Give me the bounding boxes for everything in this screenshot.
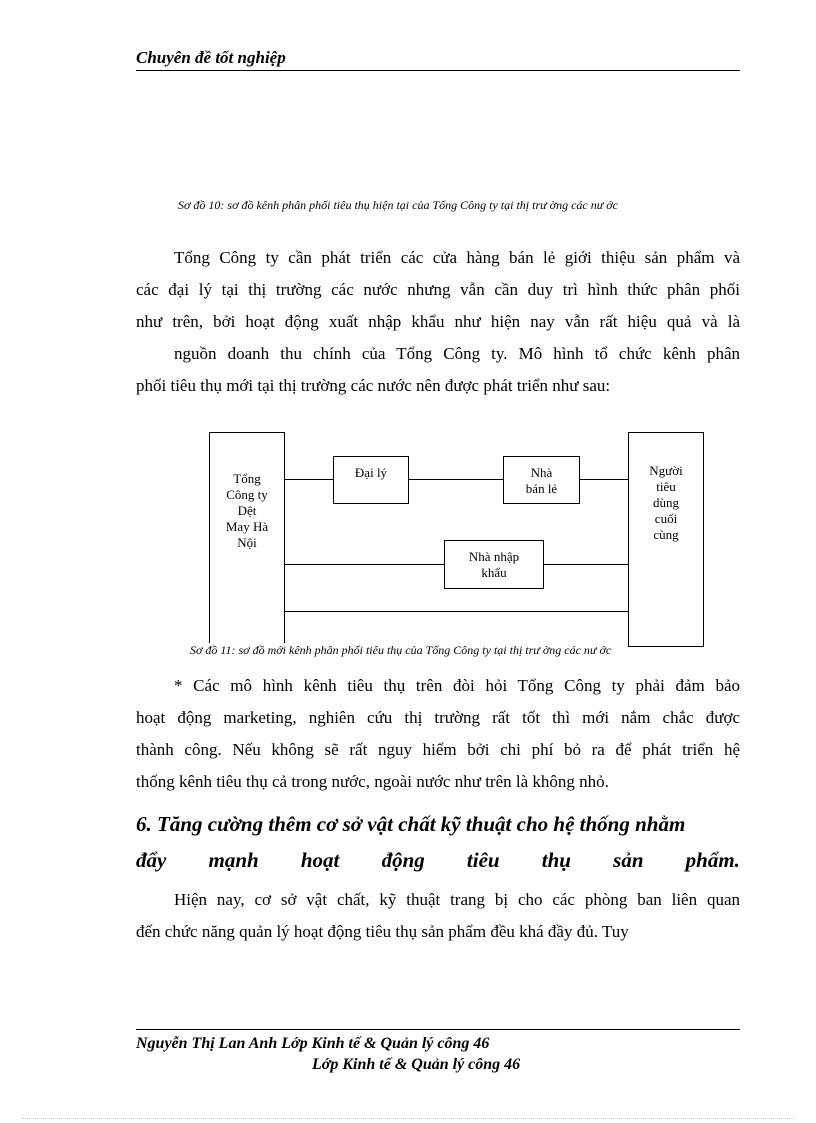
- node-retailer: [503, 456, 580, 504]
- diagram-11-caption: Sơ đồ 11: sơ đồ mới kênh phân phối tiêu thụ của Tổng Công ty tại thị trư ờng các nư ớc: [190, 643, 612, 657]
- node-text: khẩu: [481, 565, 507, 580]
- heading-word: mạnh: [208, 848, 259, 872]
- paragraph-line: Tổng Công ty cần phát triển các cửa hàng bán lẻ giới thiệu sản phẩm và: [174, 248, 740, 267]
- footer-author: Nguyễn Thị Lan Anh Lớp Kinh tế & Quản lý công 46: [136, 1035, 490, 1052]
- footer-class: Lớp Kinh tế & Quản lý công 46: [312, 1056, 521, 1073]
- node-importer: [444, 540, 544, 589]
- paragraph-line: nguồn doanh thu chính của Tổng Công ty. Mô hình tổ chức kênh phân: [174, 344, 740, 363]
- node-text: tiêu: [656, 479, 676, 494]
- footer-rule: [136, 1029, 740, 1030]
- section-heading-line: [136, 842, 740, 878]
- paragraph-line: * Các mô hình kênh tiêu thụ trên đòi hỏi Tổng Công ty phải đảm bảo: [174, 676, 740, 695]
- node-text: May Hà: [225, 519, 269, 534]
- paragraph-1: [136, 242, 740, 402]
- header-title: Chuyên đề tốt nghiệp: [136, 48, 286, 67]
- node-text: dùng: [653, 495, 679, 510]
- page-edge: [22, 1118, 794, 1119]
- paragraph-line: đến chức năng quản lý hoạt động tiêu thụ sản phẩm đều khá đầy đủ. Tuy: [136, 922, 629, 941]
- section-heading-line: 6. Tăng cường thêm cơ sở vật chất kỹ thuật cho hệ thống nhằm: [136, 812, 686, 836]
- node-agent: [333, 456, 409, 504]
- connector-source-agent: [284, 479, 334, 480]
- node-text: Người: [649, 463, 683, 478]
- paragraph-line: thành công. Nếu không sẽ rất nguy hiểm bởi chi phí bỏ ra để phát triển hệ: [136, 740, 740, 759]
- paragraph-line: như trên, bởi hoạt động xuất nhập khẩu như hiện nay vẫn rất hiệu quả và là: [136, 312, 740, 331]
- section-6-heading: [136, 806, 740, 878]
- node-consumer: [628, 432, 704, 647]
- connector-agent-retailer: [408, 479, 503, 480]
- connector-importer-consumer: [543, 564, 629, 565]
- heading-word: hoạt: [300, 848, 340, 872]
- node-text: Nhà: [530, 465, 553, 480]
- node-text: Đại lý: [354, 465, 388, 480]
- paragraph-line: thống kênh tiêu thụ cả trong nước, ngoài nước như trên là không nhỏ.: [136, 772, 609, 791]
- heading-word: đẩy: [136, 848, 167, 872]
- node-text: Dệt: [237, 503, 257, 518]
- connector-source-consumer-direct: [284, 611, 629, 612]
- paragraph-4: [136, 884, 740, 948]
- heading-word: sản: [613, 848, 644, 872]
- paragraph-line: Hiện nay, cơ sở vật chất, kỹ thuật trang bị cho các phòng ban liên quan: [174, 890, 740, 909]
- node-text: Nhà nhập: [468, 549, 520, 564]
- paragraph-line: các đại lý tại thị trường các nước nhưng vẫn cần duy trì hình thức phân phối: [136, 280, 740, 299]
- heading-word: thụ: [541, 848, 571, 872]
- node-company: [209, 432, 285, 647]
- header-rule: [136, 70, 740, 71]
- paragraph-line: phối tiêu thụ mới tại thị trường các nước nên được phát triển như sau:: [136, 376, 611, 395]
- heading-word: tiêu: [466, 848, 500, 872]
- connector-source-importer: [284, 564, 444, 565]
- connector-retailer-consumer: [579, 479, 629, 480]
- diagram-10-caption: Sơ đồ 10: sơ đồ kênh phân phối tiêu thụ hiện tại của Tổng Công ty tại thị trư ờng các nư ớc: [178, 198, 618, 212]
- node-text: Tổng: [233, 471, 261, 486]
- paragraph-line: hoạt động marketing, nghiên cứu thị trường rất tốt thì mới nắm chắc được: [136, 708, 740, 727]
- node-text: cùng: [653, 527, 679, 542]
- heading-word: động: [381, 848, 425, 872]
- node-text: bán lẻ: [525, 481, 558, 496]
- heading-word: phẩm.: [685, 848, 740, 872]
- paragraph-3: [136, 670, 740, 798]
- node-text: Nội: [237, 535, 257, 550]
- node-text: cuối: [654, 511, 678, 526]
- node-text: Công ty: [226, 487, 268, 502]
